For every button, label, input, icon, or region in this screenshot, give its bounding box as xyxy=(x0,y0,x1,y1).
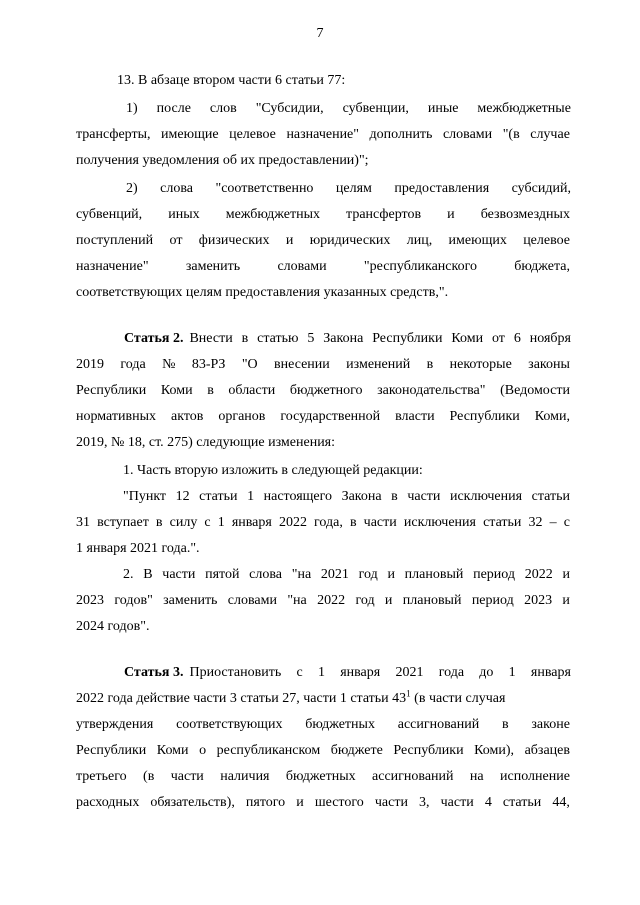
word: "республиканского xyxy=(363,259,477,274)
word: абзацев xyxy=(524,743,570,758)
word: статью xyxy=(257,331,299,346)
word: год xyxy=(358,567,378,582)
word: с xyxy=(296,665,303,680)
word: годов" xyxy=(114,593,153,608)
word: "на xyxy=(287,593,307,608)
word: года xyxy=(438,665,465,680)
word: назначение" xyxy=(286,127,359,142)
word: настоящего xyxy=(263,489,333,504)
item13-sub2-line3 xyxy=(76,232,570,250)
word: Закона xyxy=(341,489,382,504)
word: изменений xyxy=(346,357,411,372)
word: ассигнований xyxy=(397,717,480,732)
page-number: 7 xyxy=(316,26,324,41)
word: Республики xyxy=(76,743,147,758)
word: Республики xyxy=(76,383,147,398)
word: юридических xyxy=(309,233,391,248)
word: республиканском xyxy=(216,743,321,758)
item13-sub2-line5: соответствующих целям предоставления указанных средств,". xyxy=(76,285,449,300)
word: части xyxy=(374,795,408,810)
word: в xyxy=(155,515,163,530)
word: и xyxy=(296,795,304,810)
word: год xyxy=(355,593,375,608)
word: 4 xyxy=(484,795,492,810)
word: 1 xyxy=(508,665,516,680)
article3-line1 xyxy=(189,664,571,682)
word: субвенции, xyxy=(342,101,409,116)
word: заменить xyxy=(163,593,218,608)
word: предоставления xyxy=(394,181,490,196)
word: статьи xyxy=(531,489,570,504)
word: пятого xyxy=(245,795,286,810)
word: межбюджетные xyxy=(477,101,571,116)
word: (в xyxy=(143,769,155,784)
item13-sub2-line2 xyxy=(76,206,570,224)
word: части xyxy=(170,769,204,784)
word: 1 xyxy=(217,515,225,530)
word: 31 xyxy=(76,515,90,530)
article2-line2 xyxy=(76,356,570,374)
article2-item2-line1 xyxy=(123,566,570,584)
word: Приостановить xyxy=(189,665,282,680)
word: 5 xyxy=(307,331,315,346)
word: Коми xyxy=(451,331,484,346)
word: "на xyxy=(291,567,312,582)
word: Коми, xyxy=(534,409,570,424)
word: власти xyxy=(395,409,435,424)
word: "Субсидии, xyxy=(255,101,324,116)
word: ассигнований xyxy=(372,769,454,784)
article2-item2-line2 xyxy=(76,592,570,610)
word: утверждения xyxy=(76,717,154,732)
word: государственной xyxy=(280,409,381,424)
word: "(в xyxy=(502,127,520,142)
article3-line4 xyxy=(76,742,570,760)
word: с xyxy=(204,515,211,530)
word: случае xyxy=(530,127,570,142)
word: января xyxy=(231,515,272,530)
word: от xyxy=(491,331,505,346)
word: статьи xyxy=(502,795,542,810)
word: и xyxy=(562,567,570,582)
word: дополнить xyxy=(369,127,433,142)
word: и xyxy=(447,207,455,222)
article2-item1-quote-line2 xyxy=(76,514,570,532)
word: Республики xyxy=(393,743,464,758)
word: "О xyxy=(241,357,258,372)
word: Коми), xyxy=(474,743,515,758)
item13-heading: 13. В абзаце втором части 6 статьи 77: xyxy=(117,73,346,88)
word: 1) xyxy=(126,101,138,116)
article3-line6 xyxy=(76,794,570,812)
word: лиц, xyxy=(406,233,433,248)
word: бюджетных xyxy=(285,769,356,784)
word: в xyxy=(349,515,357,530)
word: иных xyxy=(168,207,200,222)
word: бюджетного xyxy=(289,383,363,398)
word: ноября xyxy=(529,331,571,346)
article2-item1-quote-line1 xyxy=(123,488,570,506)
article2-item1-quote-line3: 1 января 2021 года.". xyxy=(76,541,200,556)
word: межбюджетных xyxy=(225,207,320,222)
word: с xyxy=(563,515,570,530)
article3-line2-sup: 1 xyxy=(406,688,411,699)
word: статьи xyxy=(483,515,522,530)
word: 44, xyxy=(552,795,570,810)
word: и xyxy=(562,593,570,608)
article3-line5 xyxy=(76,768,570,786)
word: бюджетных xyxy=(305,717,375,732)
word: 1 xyxy=(247,489,255,504)
word: и xyxy=(387,567,395,582)
article2-first-line xyxy=(124,330,571,348)
word: Республики xyxy=(449,409,520,424)
word: в xyxy=(426,357,434,372)
word: поступлений xyxy=(76,233,154,248)
word: (Ведомости xyxy=(500,383,570,398)
article2-line1 xyxy=(189,330,571,348)
word: слова xyxy=(249,567,283,582)
word: соответствующих xyxy=(176,717,283,732)
word: – xyxy=(549,515,557,530)
word: о xyxy=(199,743,207,758)
word: от xyxy=(169,233,183,248)
word: Закона xyxy=(323,331,364,346)
article2-item1-intro: 1. Часть вторую изложить в следующей редакции: xyxy=(123,463,423,478)
word: безвозмездных xyxy=(480,207,570,222)
word: 12 xyxy=(175,489,190,504)
word: и xyxy=(285,233,294,248)
word: года, xyxy=(314,515,343,530)
word: период xyxy=(473,567,515,582)
word: 2019 xyxy=(76,357,104,372)
word: № xyxy=(162,357,176,372)
word: в xyxy=(391,489,398,504)
article2-title: Статья 2. xyxy=(124,331,184,346)
word: третьего xyxy=(76,769,127,784)
word: 2022 xyxy=(317,593,346,608)
article2-line4 xyxy=(76,408,570,426)
word: словами xyxy=(442,127,493,142)
item13-sub2-line1 xyxy=(126,180,571,198)
word: расходных xyxy=(76,795,140,810)
word: 3, xyxy=(419,795,430,810)
word: "Пункт xyxy=(123,489,167,504)
article2-line5: 2019, № 18, ст. 275) следующие изменения: xyxy=(76,435,336,450)
word: актов xyxy=(170,409,204,424)
word: исполнение xyxy=(500,769,570,784)
word: января xyxy=(340,665,381,680)
word: 2023 xyxy=(524,593,553,608)
word: период xyxy=(471,593,514,608)
word: в xyxy=(207,383,214,398)
word: наличия xyxy=(220,769,270,784)
word: назначение" xyxy=(76,259,149,274)
article2-item2-line3: 2024 годов". xyxy=(76,619,150,634)
word: целям xyxy=(335,181,372,196)
word: в xyxy=(241,331,249,346)
word: плановый xyxy=(404,567,464,582)
word: целевое xyxy=(229,127,276,142)
word: 2) xyxy=(126,181,138,196)
item13-sub1-line3: получения уведомления об их предоставлении)"; xyxy=(76,153,369,168)
item13-sub2-line4 xyxy=(76,258,570,276)
word: Коми xyxy=(160,383,193,398)
word: иные xyxy=(427,101,459,116)
article2-line3 xyxy=(76,382,570,400)
word: целевое xyxy=(523,233,570,248)
word: до xyxy=(479,665,494,680)
word: Внести xyxy=(189,331,233,346)
word: трансфертов xyxy=(346,207,422,222)
word: органов xyxy=(218,409,266,424)
word: внесении xyxy=(274,357,330,372)
word: бюджета, xyxy=(514,259,570,274)
word: части xyxy=(363,515,397,530)
word: некоторые xyxy=(449,357,512,372)
word: "соответственно xyxy=(215,181,314,196)
word: В xyxy=(143,567,153,582)
article3-line2 xyxy=(76,690,570,708)
word: шестого xyxy=(314,795,364,810)
article3-line3 xyxy=(76,716,570,734)
word: и xyxy=(384,593,393,608)
word: имеющих xyxy=(448,233,507,248)
word: 2021 xyxy=(320,567,349,582)
word: в xyxy=(502,717,509,732)
word: силу xyxy=(169,515,198,530)
article3-title: Статья 3. xyxy=(124,665,184,680)
word: слова xyxy=(160,181,193,196)
item13-sub1-line2 xyxy=(76,126,570,144)
word: вступает xyxy=(97,515,149,530)
word: законы xyxy=(528,357,570,372)
word: на xyxy=(469,769,484,784)
word: 1 xyxy=(317,665,325,680)
word: Коми xyxy=(156,743,189,758)
word: части xyxy=(162,567,196,582)
word: 2021 xyxy=(395,665,424,680)
word: года xyxy=(120,357,146,372)
word: нормативных xyxy=(76,409,157,424)
word: словами xyxy=(277,259,327,274)
word: 6 xyxy=(513,331,521,346)
article3-first-line xyxy=(124,664,571,682)
word: законе xyxy=(531,717,570,732)
word: исключения xyxy=(449,489,523,504)
word: статьи xyxy=(199,489,238,504)
word: области xyxy=(228,383,276,398)
word: исключения xyxy=(403,515,476,530)
word: 2023 xyxy=(76,593,104,608)
word: имеющие xyxy=(161,127,219,142)
word: части xyxy=(440,795,474,810)
word: заменить xyxy=(185,259,241,274)
word: слов xyxy=(209,101,237,116)
word: плановый xyxy=(402,593,462,608)
word: субсидий, xyxy=(511,181,571,196)
word: части xyxy=(407,489,441,504)
word: бюджете xyxy=(330,743,383,758)
word: 2. xyxy=(123,567,134,582)
word: 2022 xyxy=(524,567,553,582)
word: после xyxy=(156,101,191,116)
word: субвенций, xyxy=(76,207,143,222)
word: января xyxy=(530,665,571,680)
word: словами xyxy=(227,593,277,608)
word: Республики xyxy=(372,331,443,346)
word: пятой xyxy=(205,567,240,582)
word: трансферты, xyxy=(76,127,151,142)
item13-sub1-line1 xyxy=(126,100,571,118)
word: 83-РЗ xyxy=(191,357,226,372)
word: законодательства" xyxy=(377,383,486,398)
article3-line2-pre: 2022 года действие части 3 статьи 27, части 1 статьи 43 xyxy=(76,691,407,706)
word: физических xyxy=(198,233,270,248)
word: 2022 xyxy=(278,515,307,530)
article3-line2-post: (в части случая xyxy=(410,691,506,706)
word: обязательств), xyxy=(150,795,235,810)
word: 32 xyxy=(528,515,543,530)
